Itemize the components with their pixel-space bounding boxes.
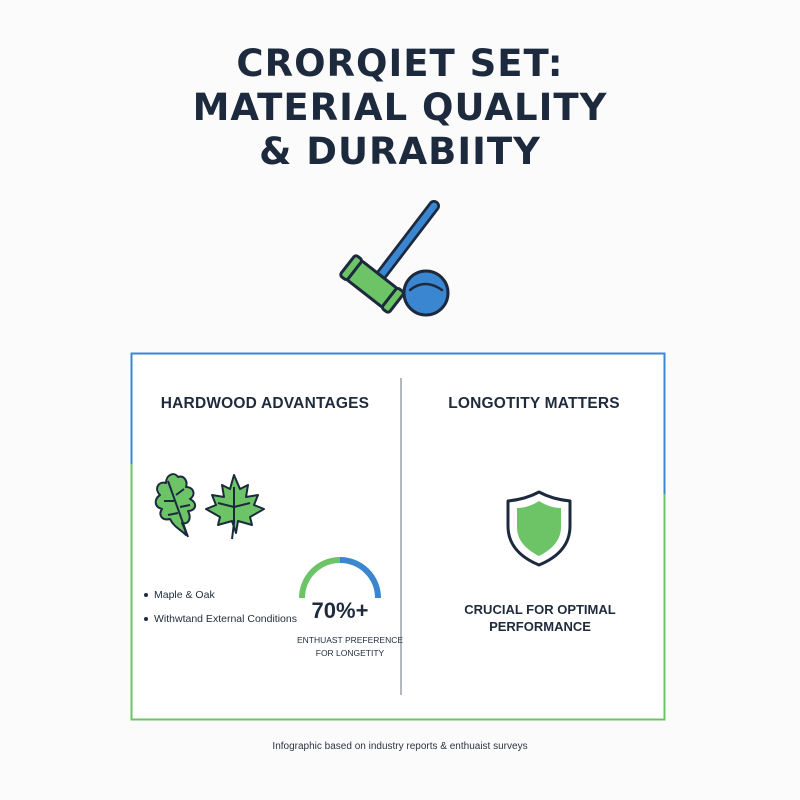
shield-caption-line-2: PERFORMANCE: [489, 619, 591, 634]
stat-caption-line-1: ENTHUAST PREFERENCE: [296, 635, 404, 645]
title-line-3: & DURABIITY: [259, 130, 541, 173]
list-item: Maple & Oak: [142, 588, 297, 612]
info-panel: [130, 352, 666, 721]
croquet-mallet-and-ball-icon: [330, 192, 470, 332]
hardwood-heading: HARDWOOD ADVANTAGES: [160, 395, 370, 412]
shield-caption: [440, 601, 640, 635]
footnote: Infographic based on industry reports & enthuaist surveys: [272, 741, 528, 752]
longevity-heading: LONGOTITY MATTERS: [448, 395, 620, 412]
leaves-icons: [146, 467, 270, 542]
stat-value: 70%+: [311, 598, 369, 623]
oak-leaf-icon: [156, 474, 195, 537]
stat-caption: [280, 634, 420, 660]
maple-leaf-icon: [206, 475, 264, 539]
stat-caption-line-2: FOR LONGETITY: [315, 648, 385, 658]
shield-caption-line-1: CRUCIAL FOR OPTIMAL: [464, 602, 616, 617]
title-line-1: CRORQIET SET:: [236, 42, 564, 85]
shield-icon: [504, 488, 574, 568]
list-item: Withwtand External Conditions: [142, 612, 297, 636]
page-title: [0, 42, 800, 174]
title-line-2: MATERIAL QUALITY: [192, 86, 608, 129]
preference-gauge: [296, 554, 384, 598]
